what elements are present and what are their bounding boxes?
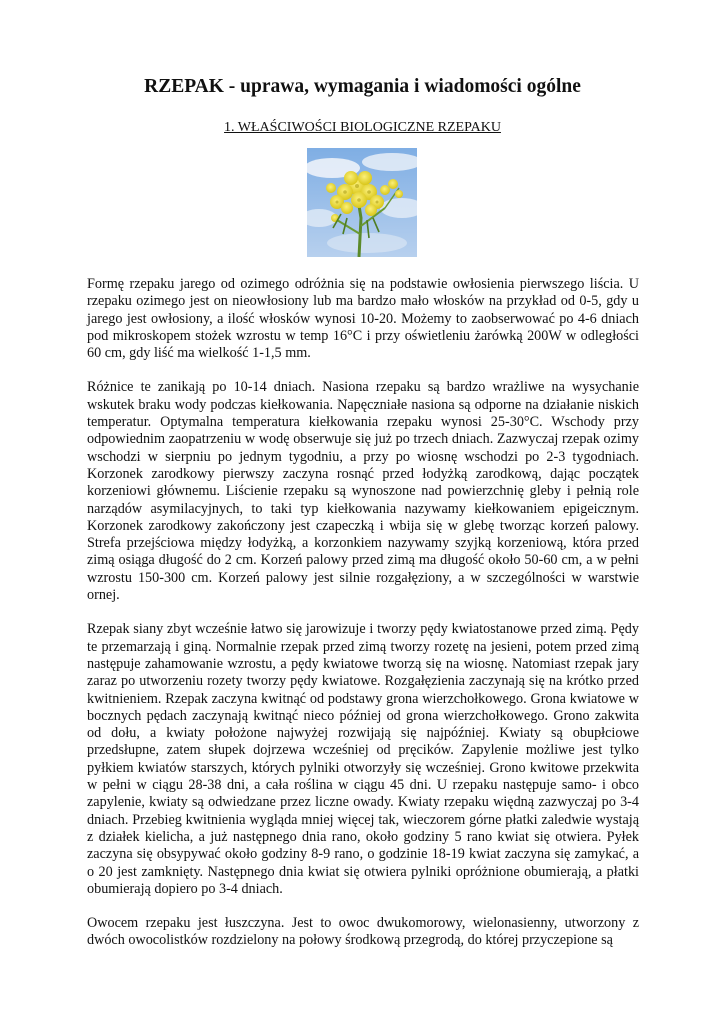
paragraph-2: Różnice te zanikają po 10-14 dniach. Nasiona rzepaku są bardzo wrażliwe na wysychanie wskutek braku wody podczas kiełkowania. Napęczniałe nasiona są odporne na działanie niskich temperatur. Optymalna temperatura kiełkowania rzepaku wynosi 25-30°C. Wschody przy odpowiednim zaopatrzeniu w wodę obserwuje się już po trzech dniach. Zazwyczaj rzepak ozimy wschodzi w sierpniu po jednym tygodniu, a przy po wiosnę wschodzi po 2-3 tygodniach. Korzonek zarodkowy pierwszy zaczyna rosnąć przed łodyżką zarodkową, dając początek korzeniowi głównemu. Liścienie rzepaku są wynoszone nad powierzchnię gleby i pełnią role narządów asymilacyjnych, to taki typ kiełkowania nazywamy kiełkowaniem epigeicznym. Korzonek zarodkowy zakończony jest czapeczką i wbija się w glebę tworząc korzeń palowy. Strefa przejściowa między łodyżką, a korzonkiem nazywamy szyjką korzeniową, która przed zimą osiąga długość do 2 cm. Korzeń palowy przed zimą ma długość około 50-60 cm, a w pełni wzrostu 150-300 cm. Korzeń palowy jest silnie rozgałęziony, a w szczególności w warstwie ornej. <box>87 379 639 604</box>
paragraph-3: Rzepak siany zbyt wcześnie łatwo się jarowizuje i tworzy pędy kwiatostanowe przed zimą. Pędy te przemarzają i giną. Normalnie rzepak przed zimą tworzy rozetę na jesieni, potem przed zimą następuje zahamowanie wzrostu, a pędy kwiatowe tworzą się na wiosnę. Natomiast rzepak jary zaraz po utworzeniu rozety tworzy pędy kwiatowe. Rozgałęzienia zaczynają się na krótko przed kwitnieniem. Rzepak zaczyna kwitnąć od podstawy grona wierzchołkowego. Grona kwiatowe w bocznych pędach zaczynają kwitnąć nieco później od grona wierzchołkowego. Grono zakwita od dołu, a kwiaty położone najwyżej rozwijają się najpóźniej. Kwiaty są obupłciowe przedsłupne, zatem słupek dojrzewa wcześniej od pręcików. Zapylenie możliwe jest tylko pyłkiem kwiatów starszych, których pylniki otworzyły się wcześniej. Grono kwitowe przekwita w pełni w ciągu 28-38 dni, a cała roślina w ciągu 45 dni. U rzepaku następuje samo- i obco zapylenie, kwiaty są odwiedzane przez liczne owady. Kwiaty rzepaku więdną zazwyczaj po 3-4 dniach. Przebieg kwitnienia wygląda mniej więcej tak, wieczorem górne płatki zaledwie wystają z działek kielicha, a już następnego dnia rano, około godziny 5 rano kwiat się otwiera. Pyłek zaczyna się obsypywać około godziny 8-9 rano, o godzinie 18-19 kwiat zaczyna się zamykać, a o 20 jest zamknięty. Następnego dnia kwiat się otwiera pylniki opróżnione obumierają, a płatki obumierają dopiero po 3-4 dniach. <box>87 621 639 897</box>
document-body <box>87 276 639 967</box>
rapeseed-flower-photo <box>307 148 417 257</box>
paragraph-1: Formę rzepaku jarego od ozimego odróżnia się na podstawie owłosienia pierwszego liścia. U rzepaku ozimego jest on nieowłosiony lub ma bardzo mało włosków na przykład od 0-5, gdy u jarego jest owłosiony, a ilość włosków wynosi 10-20. Możemy to zaobserwować po 4-6 dniach pod mikroskopem stożek wzrostu w temp 16°C i przy oświetleniu żarówką 200W w odległości 60 cm, gdy liść ma wielkość 1-1,5 mm. <box>87 276 639 362</box>
paragraph-4: Owocem rzepaku jest łuszczyna. Jest to owoc dwukomorowy, wielonasienny, utworzony z dwóch owocolistków rozdzielony na połowy środkową przegrodą, do której przyczepione są <box>87 915 639 949</box>
page-title: RZEPAK - uprawa, wymagania i wiadomości ogólne <box>144 76 581 97</box>
section-heading: 1. WŁAŚCIWOŚCI BIOLOGICZNE RZEPAKU <box>224 120 501 135</box>
